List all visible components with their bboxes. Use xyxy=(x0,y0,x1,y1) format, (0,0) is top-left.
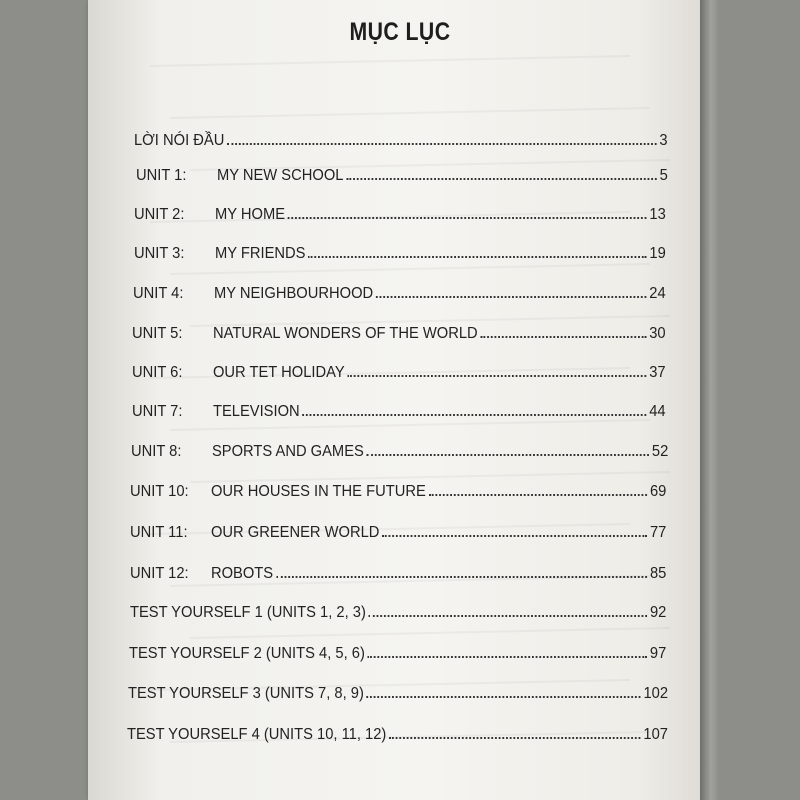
dot-leader xyxy=(288,217,647,219)
toc-page-number: 69 xyxy=(649,483,667,500)
dot-leader xyxy=(376,296,647,298)
toc-page-number: 44 xyxy=(649,403,666,420)
toc-entry xyxy=(127,718,668,744)
dot-leader xyxy=(480,336,646,338)
toc-unit-label: UNIT 6: xyxy=(132,364,183,381)
toc-entry-title: SPORTS AND GAMES xyxy=(211,443,364,460)
dot-leader xyxy=(308,256,646,258)
toc-entry-title: MY NEW SCHOOL xyxy=(216,167,344,184)
dot-leader xyxy=(227,143,657,145)
dot-leader xyxy=(429,494,648,496)
page-title: MỤC LỤC xyxy=(349,18,451,46)
toc-unit-label: UNIT 8: xyxy=(131,443,182,460)
toc-page-number: 30 xyxy=(649,325,666,342)
toc-page-number: 92 xyxy=(649,604,667,621)
toc-entry xyxy=(132,395,666,421)
dot-leader xyxy=(347,375,646,377)
dot-leader xyxy=(389,737,641,739)
dot-leader xyxy=(369,615,648,617)
toc-entry xyxy=(131,435,668,461)
dot-leader xyxy=(302,414,646,416)
toc-page-number: 5 xyxy=(659,167,668,184)
toc-entry xyxy=(129,637,666,663)
toc-unit-label: UNIT 10: xyxy=(130,483,189,500)
toc-entry-title: MY NEIGHBOURHOOD xyxy=(213,285,374,302)
toc-entry xyxy=(130,557,666,583)
toc-entry-title: NATURAL WONDERS OF THE WORLD xyxy=(212,325,478,342)
toc-entry xyxy=(128,677,668,703)
toc-entry xyxy=(132,317,666,343)
toc-entry-title: OUR HOUSES IN THE FUTURE xyxy=(210,483,426,500)
dot-leader xyxy=(382,535,647,537)
toc-entry xyxy=(134,198,666,224)
toc-entry xyxy=(132,356,666,382)
toc-unit-label: UNIT 11: xyxy=(130,524,188,541)
dot-leader xyxy=(276,576,647,578)
toc-page-number: 3 xyxy=(659,132,668,149)
toc-page-number: 97 xyxy=(649,645,667,662)
toc-entry xyxy=(130,516,666,542)
dot-leader xyxy=(367,696,641,698)
toc-entry-title: MY FRIENDS xyxy=(214,245,306,262)
toc-entry-title: TEST YOURSELF 3 (UNITS 7, 8, 9) xyxy=(128,685,364,702)
toc-unit-label: UNIT 5: xyxy=(132,325,183,342)
toc-entry-title: TEST YOURSELF 1 (UNITS 1, 2, 3) xyxy=(130,604,366,621)
toc-unit-label: UNIT 2: xyxy=(134,206,185,223)
toc-entry-title: TELEVISION xyxy=(212,403,300,420)
toc-page-number: 77 xyxy=(649,524,667,541)
toc-entry-title: OUR TET HOLIDAY xyxy=(212,364,345,381)
toc-unit-label: UNIT 7: xyxy=(132,403,183,420)
toc-page-number: 102 xyxy=(643,685,669,702)
toc-entry xyxy=(134,124,668,150)
dot-leader xyxy=(368,656,648,658)
toc-entry xyxy=(134,237,666,263)
toc-entry-title: OUR GREENER WORLD xyxy=(210,524,380,541)
toc-unit-label: UNIT 1: xyxy=(136,167,187,184)
toc-page-number: 13 xyxy=(649,206,666,223)
toc-entry xyxy=(130,475,666,501)
toc-entry xyxy=(133,277,666,303)
toc-entry-title: MY HOME xyxy=(214,206,286,223)
toc-unit-label: UNIT 3: xyxy=(134,245,185,262)
toc-page-number: 107 xyxy=(643,726,668,743)
toc-entry-title: TEST YOURSELF 4 (UNITS 10, 11, 12) xyxy=(127,726,387,743)
toc-page-number: 52 xyxy=(651,443,669,460)
toc-unit-label: UNIT 4: xyxy=(133,285,184,302)
page-edge xyxy=(700,0,718,800)
toc-entry xyxy=(130,596,666,622)
toc-page-number: 24 xyxy=(649,285,666,302)
dot-leader xyxy=(346,178,657,180)
toc-page-number: 19 xyxy=(649,245,666,262)
toc-entry-title: TEST YOURSELF 2 (UNITS 4, 5, 6) xyxy=(129,645,365,662)
toc-page-number: 85 xyxy=(649,565,667,582)
toc-entry xyxy=(136,159,668,185)
dot-leader xyxy=(367,454,650,456)
toc-unit-label: UNIT 12: xyxy=(130,565,189,582)
toc-page-number: 37 xyxy=(649,364,666,381)
toc-entry-title: ROBOTS xyxy=(210,565,274,582)
toc-entry-title: LỜI NÓI ĐẦU xyxy=(134,132,225,149)
